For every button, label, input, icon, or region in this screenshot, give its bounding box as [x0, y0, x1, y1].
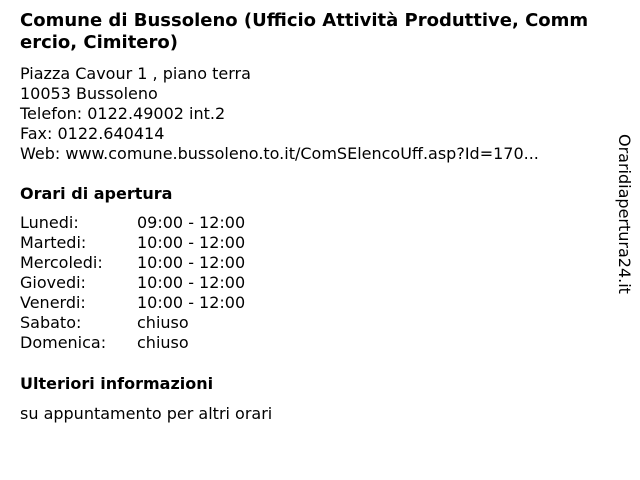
hours-row-tuesday — [20, 233, 245, 253]
time-value: 10:00 - 12:00 — [137, 293, 246, 312]
hours-row-sunday — [20, 333, 245, 353]
more-info-text: su appuntamento per altri orari — [20, 404, 273, 423]
hours-row-saturday — [20, 313, 245, 333]
day-label: Domenica: — [20, 333, 107, 352]
time-value: chiuso — [137, 313, 189, 332]
postal-city: 10053 Bussoleno — [20, 84, 158, 103]
page-title: Comune di Bussoleno (Ufficio Attività Produttive, Commercio, Cimitero) — [20, 10, 589, 53]
hours-row-monday — [20, 213, 245, 233]
hours-row-friday — [20, 293, 245, 313]
website-link[interactable]: Web: www.comune.bussoleno.to.it/ComSElencoUff.asp?Id=170... — [20, 144, 539, 163]
time-value: 09:00 - 12:00 — [137, 213, 246, 232]
day-label: Mercoledi: — [20, 253, 103, 272]
hours-row-wednesday — [20, 253, 245, 273]
day-label: Lunedi: — [20, 213, 79, 232]
hours-row-thursday — [20, 273, 245, 293]
time-value: chiuso — [137, 333, 189, 352]
time-value: 10:00 - 12:00 — [137, 233, 246, 252]
phone-number: Telefon: 0122.49002 int.2 — [20, 104, 226, 123]
time-value: 10:00 - 12:00 — [137, 273, 246, 292]
contact-details — [20, 64, 610, 164]
day-label: Martedi: — [20, 233, 87, 252]
day-label: Sabato: — [20, 313, 82, 332]
opening-hours-table — [20, 213, 245, 353]
day-label: Venerdi: — [20, 293, 86, 312]
fax-number: Fax: 0122.640414 — [20, 124, 165, 143]
day-label: Giovedi: — [20, 273, 86, 292]
more-info-heading: Ulteriori informazioni — [20, 374, 214, 393]
site-watermark: Oraridiapertura24.it — [615, 134, 634, 294]
street-address: Piazza Cavour 1 , piano terra — [20, 64, 251, 83]
time-value: 10:00 - 12:00 — [137, 253, 246, 272]
opening-hours-heading: Orari di apertura — [20, 184, 173, 203]
